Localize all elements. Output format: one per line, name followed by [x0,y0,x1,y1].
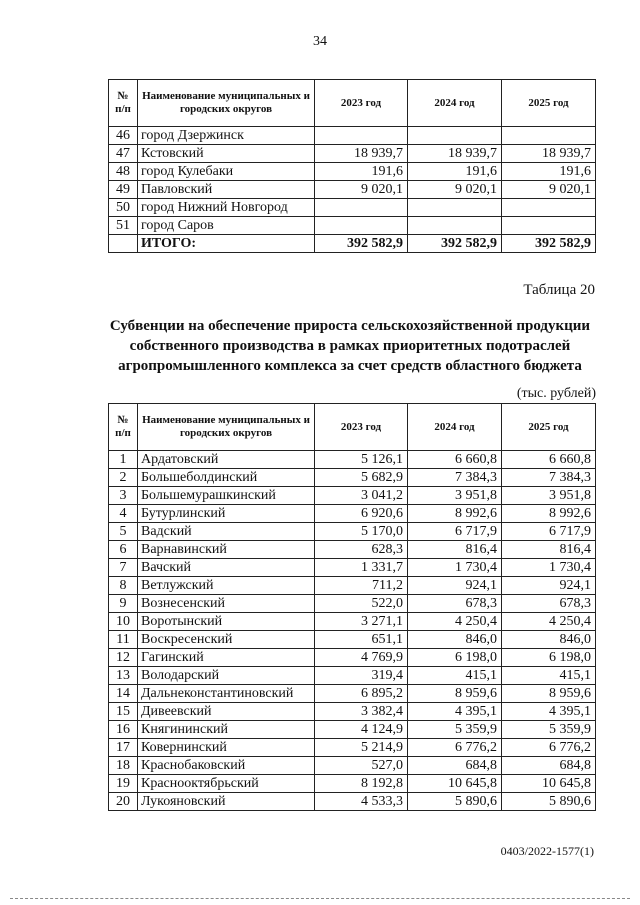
value-2023: 5 170,0 [315,523,408,541]
district-name: Вознесенский [138,595,315,613]
row-number: 18 [109,757,138,775]
table-row [109,595,596,613]
value-2023: 1 331,7 [315,559,408,577]
value-2025 [502,199,596,217]
value-2023: 711,2 [315,577,408,595]
row-number: 1 [109,451,138,469]
value-2023: 5 214,9 [315,739,408,757]
district-name: Вачский [138,559,315,577]
value-2023: 319,4 [315,667,408,685]
table-body [109,127,596,253]
value-2023: 191,6 [315,163,408,181]
value-2023: 3 271,1 [315,613,408,631]
value-2023 [315,127,408,145]
table-row [109,667,596,685]
table-row [109,739,596,757]
row-number: 2 [109,469,138,487]
district-name: Лукояновский [138,793,315,811]
district-name: Ветлужский [138,577,315,595]
value-2024: 5 890,6 [408,793,502,811]
header-2024: 2024 год [408,80,502,127]
district-name: Воротынский [138,613,315,631]
row-number: 3 [109,487,138,505]
table-row [109,649,596,667]
table-body [109,451,596,811]
value-2023 [315,199,408,217]
subsidy-table [108,403,596,811]
value-2025: 6 198,0 [502,649,596,667]
value-2024: 7 384,3 [408,469,502,487]
row-number: 46 [109,127,138,145]
value-2023: 4 769,9 [315,649,408,667]
value-2025: 8 959,6 [502,685,596,703]
header-name: Наименование муниципальных и городских округов [138,404,315,451]
value-2024: 415,1 [408,667,502,685]
table-row [109,487,596,505]
district-name: город Кулебаки [138,163,315,181]
value-2023: 4 533,3 [315,793,408,811]
row-number: 9 [109,595,138,613]
value-2025 [502,217,596,235]
row-number: 11 [109,631,138,649]
district-name: город Саров [138,217,315,235]
table-row [109,541,596,559]
district-name: Краснооктябрьский [138,775,315,793]
table-row [109,577,596,595]
row-number: 15 [109,703,138,721]
value-2024: 6 717,9 [408,523,502,541]
table-row [109,199,596,217]
table-row [109,613,596,631]
value-2023: 6 895,2 [315,685,408,703]
value-2025: 18 939,7 [502,145,596,163]
header-num: № п/п [109,404,138,451]
table-row [109,721,596,739]
value-2024: 9 020,1 [408,181,502,199]
value-2023: 4 124,9 [315,721,408,739]
value-2025: 191,6 [502,163,596,181]
value-2024: 4 395,1 [408,703,502,721]
value-2023: 18 939,7 [315,145,408,163]
value-2024: 8 959,6 [408,685,502,703]
header-2024: 2024 год [408,404,502,451]
value-2023 [315,217,408,235]
value-2023: 6 920,6 [315,505,408,523]
row-number: 6 [109,541,138,559]
total-2025: 392 582,9 [502,235,596,253]
district-name: Краснобаковский [138,757,315,775]
row-number: 17 [109,739,138,757]
value-2024: 6 198,0 [408,649,502,667]
value-2024: 924,1 [408,577,502,595]
row-number: 47 [109,145,138,163]
row-number: 19 [109,775,138,793]
total-empty-cell [109,235,138,253]
table-row [109,181,596,199]
value-2024: 1 730,4 [408,559,502,577]
value-2023: 5 682,9 [315,469,408,487]
table-row [109,757,596,775]
value-2025: 9 020,1 [502,181,596,199]
value-2025: 5 359,9 [502,721,596,739]
district-name: Большемурашкинский [138,487,315,505]
row-number: 7 [109,559,138,577]
value-2024: 10 645,8 [408,775,502,793]
table-row [109,145,596,163]
units-label: (тыс. рублей) [516,386,596,401]
table-row [109,163,596,181]
district-name: Павловский [138,181,315,199]
table-row [109,775,596,793]
value-2024: 191,6 [408,163,502,181]
row-number: 16 [109,721,138,739]
value-2025: 8 992,6 [502,505,596,523]
value-2025: 6 660,8 [502,451,596,469]
table-row [109,127,596,145]
district-name: город Дзержинск [138,127,315,145]
district-name: Кстовский [138,145,315,163]
value-2024: 4 250,4 [408,613,502,631]
value-2025: 4 250,4 [502,613,596,631]
district-name: Варнавинский [138,541,315,559]
header-name: Наименование муниципальных и городских округов [138,80,315,127]
value-2023: 628,3 [315,541,408,559]
total-row [109,235,596,253]
value-2023: 522,0 [315,595,408,613]
page-number: 34 [313,34,327,49]
row-number: 48 [109,163,138,181]
value-2023: 3 041,2 [315,487,408,505]
value-2024 [408,127,502,145]
value-2024: 8 992,6 [408,505,502,523]
value-2023: 9 020,1 [315,181,408,199]
table-row [109,523,596,541]
district-name: Володарский [138,667,315,685]
table-header-row [109,80,596,127]
table-row [109,685,596,703]
value-2024: 18 939,7 [408,145,502,163]
district-name: Дальнеконстантиновский [138,685,315,703]
value-2025: 678,3 [502,595,596,613]
value-2025: 415,1 [502,667,596,685]
value-2025: 4 395,1 [502,703,596,721]
total-label: ИТОГО: [138,235,315,253]
row-number: 50 [109,199,138,217]
total-2023: 392 582,9 [315,235,408,253]
district-name: Бутурлинский [138,505,315,523]
header-2023: 2023 год [315,404,408,451]
value-2024: 846,0 [408,631,502,649]
row-number: 4 [109,505,138,523]
row-number: 51 [109,217,138,235]
table-title: Субвенции на обеспечение прироста сельскохозяйственной продукции собственного производства в рамках приоритетных подотраслей агропромышленного комплекса за счет средств областного бюджета [109,318,591,374]
value-2024: 6 776,2 [408,739,502,757]
row-number: 12 [109,649,138,667]
table-header-row [109,404,596,451]
header-2025: 2025 год [502,404,596,451]
row-number: 49 [109,181,138,199]
value-2024: 5 359,9 [408,721,502,739]
value-2024: 3 951,8 [408,487,502,505]
value-2025: 10 645,8 [502,775,596,793]
footer-divider [10,898,630,899]
district-name: Большеболдинский [138,469,315,487]
value-2024 [408,199,502,217]
subsidy-table-continued [108,79,596,253]
value-2025 [502,127,596,145]
table-row [109,469,596,487]
value-2025: 7 384,3 [502,469,596,487]
value-2024: 684,8 [408,757,502,775]
value-2025: 6 776,2 [502,739,596,757]
value-2025: 6 717,9 [502,523,596,541]
value-2024: 816,4 [408,541,502,559]
row-number: 13 [109,667,138,685]
header-2025: 2025 год [502,80,596,127]
district-name: Княгининский [138,721,315,739]
table-row [109,505,596,523]
row-number: 8 [109,577,138,595]
header-num: № п/п [109,80,138,127]
value-2025: 816,4 [502,541,596,559]
value-2023: 5 126,1 [315,451,408,469]
district-name: Дивеевский [138,703,315,721]
value-2023: 8 192,8 [315,775,408,793]
district-name: город Нижний Новгород [138,199,315,217]
value-2023: 527,0 [315,757,408,775]
district-name: Воскресенский [138,631,315,649]
table-row [109,217,596,235]
district-name: Ковернинский [138,739,315,757]
table-row [109,631,596,649]
value-2024 [408,217,502,235]
district-name: Гагинский [138,649,315,667]
document-code: 0403/2022-1577(1) [500,844,594,858]
row-number: 14 [109,685,138,703]
value-2024: 678,3 [408,595,502,613]
table-caption: Таблица 20 [523,282,595,298]
row-number: 10 [109,613,138,631]
value-2023: 3 382,4 [315,703,408,721]
value-2025: 846,0 [502,631,596,649]
value-2025: 1 730,4 [502,559,596,577]
district-name: Ардатовский [138,451,315,469]
row-number: 20 [109,793,138,811]
row-number: 5 [109,523,138,541]
district-name: Вадский [138,523,315,541]
value-2024: 6 660,8 [408,451,502,469]
value-2025: 5 890,6 [502,793,596,811]
table-row [109,559,596,577]
value-2025: 924,1 [502,577,596,595]
table-row [109,451,596,469]
table-row [109,793,596,811]
total-2024: 392 582,9 [408,235,502,253]
table-row [109,703,596,721]
header-2023: 2023 год [315,80,408,127]
value-2025: 3 951,8 [502,487,596,505]
value-2025: 684,8 [502,757,596,775]
value-2023: 651,1 [315,631,408,649]
